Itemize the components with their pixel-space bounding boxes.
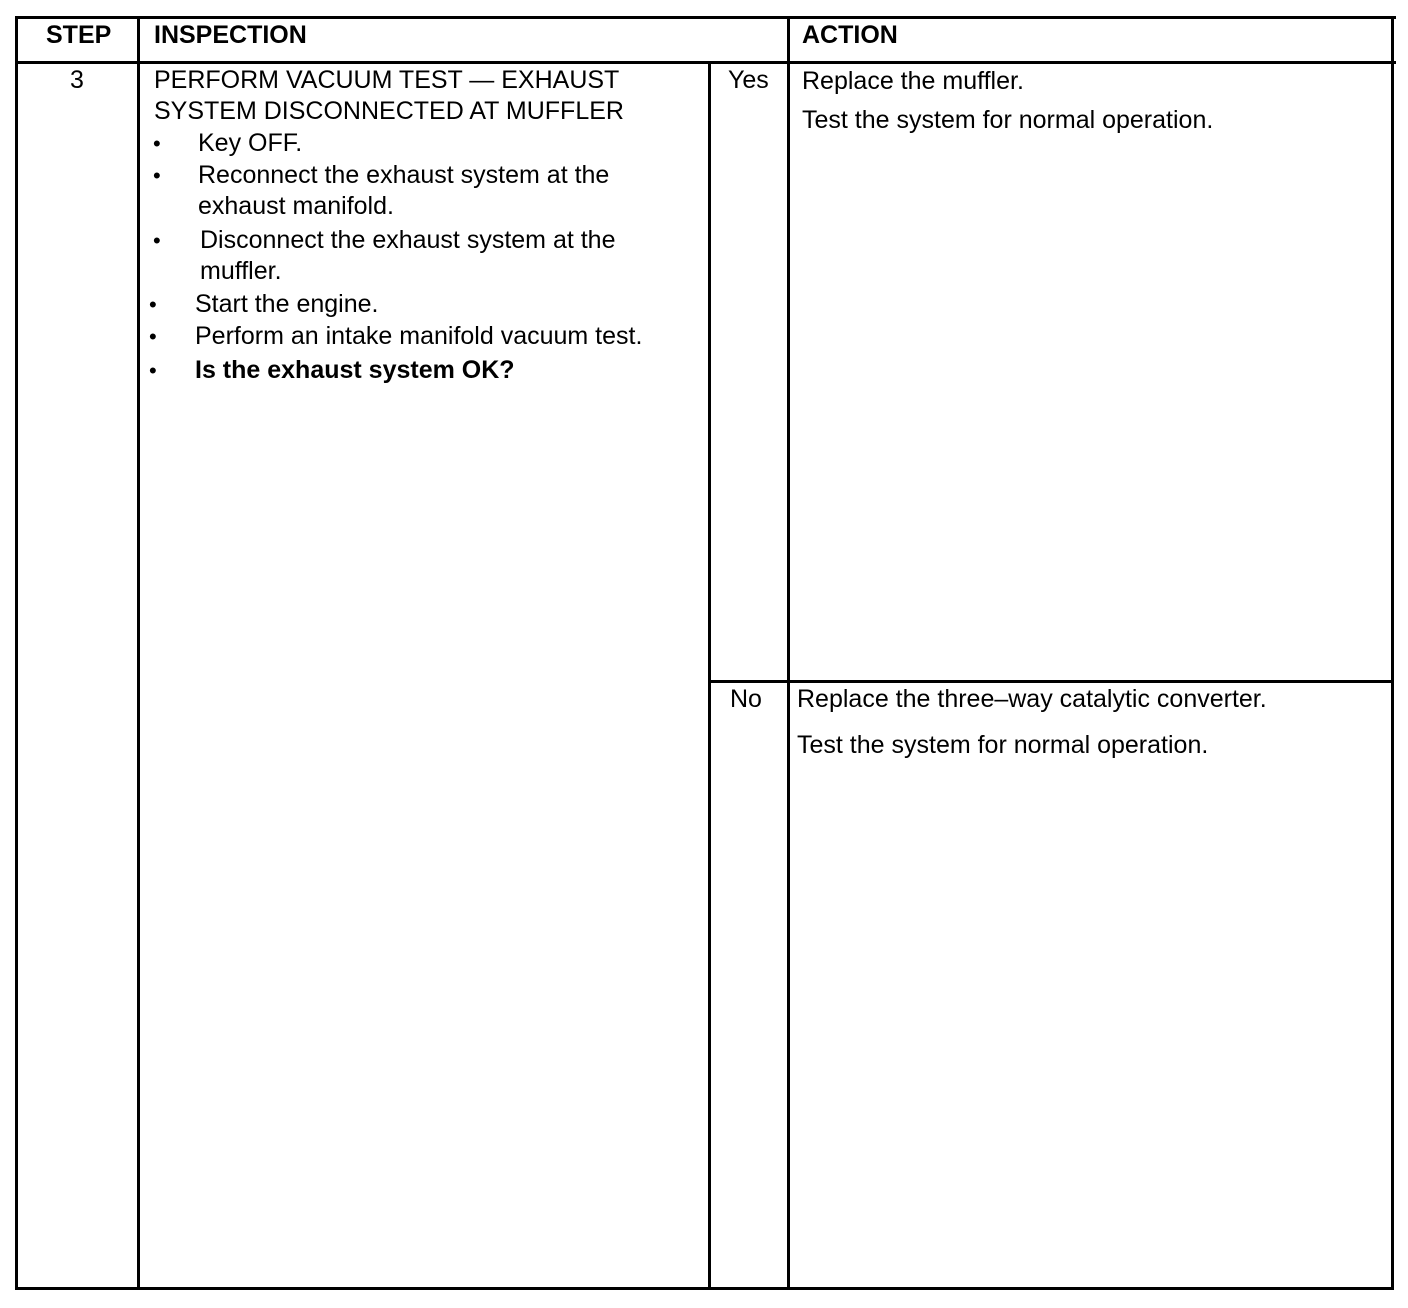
bullet-icon: • (149, 324, 157, 349)
no-action-1: Replace the three–way catalytic converter. (797, 685, 1267, 713)
no-action-2: Test the system for normal operation. (797, 731, 1209, 759)
yes-action-1: Replace the muffler. (802, 67, 1024, 95)
table-bottom-border (15, 1287, 1393, 1290)
list-item-text: Disconnect the exhaust system at the (200, 226, 616, 254)
header-action: ACTION (802, 21, 898, 49)
list-item-text: Key OFF. (198, 129, 303, 157)
action-column-divider (787, 16, 790, 1290)
bullet-icon: • (153, 228, 161, 253)
yes-no-divider (710, 680, 1393, 683)
step-number: 3 (70, 66, 84, 94)
list-item-text: Perform an intake manifold vacuum test. (195, 322, 643, 350)
inspection-title-line1: PERFORM VACUUM TEST — EXHAUST (154, 66, 620, 94)
list-item-text-continued: exhaust manifold. (198, 192, 394, 220)
inspection-column-divider (708, 61, 711, 1290)
table-right-border (1391, 16, 1394, 1290)
table-left-border (15, 16, 18, 1290)
bullet-icon: • (149, 358, 157, 383)
yes-action-2: Test the system for normal operation. (802, 106, 1214, 134)
bullet-icon: • (153, 131, 161, 156)
inspection-title-line2: SYSTEM DISCONNECTED AT MUFFLER (154, 97, 624, 125)
header-step: STEP (46, 21, 112, 49)
yes-label: Yes (728, 66, 769, 94)
list-item-question: Is the exhaust system OK? (195, 356, 515, 384)
bullet-icon: • (149, 292, 157, 317)
header-inspection: INSPECTION (154, 21, 307, 49)
no-label: No (730, 685, 762, 713)
list-item-text: Reconnect the exhaust system at the (198, 161, 610, 189)
list-item-text: Start the engine. (195, 290, 379, 318)
step-column-divider (137, 16, 140, 1290)
header-bottom-border (15, 61, 1396, 64)
list-item-text-continued: muffler. (200, 257, 282, 285)
bullet-icon: • (153, 163, 161, 188)
table-top-border (15, 16, 1396, 19)
